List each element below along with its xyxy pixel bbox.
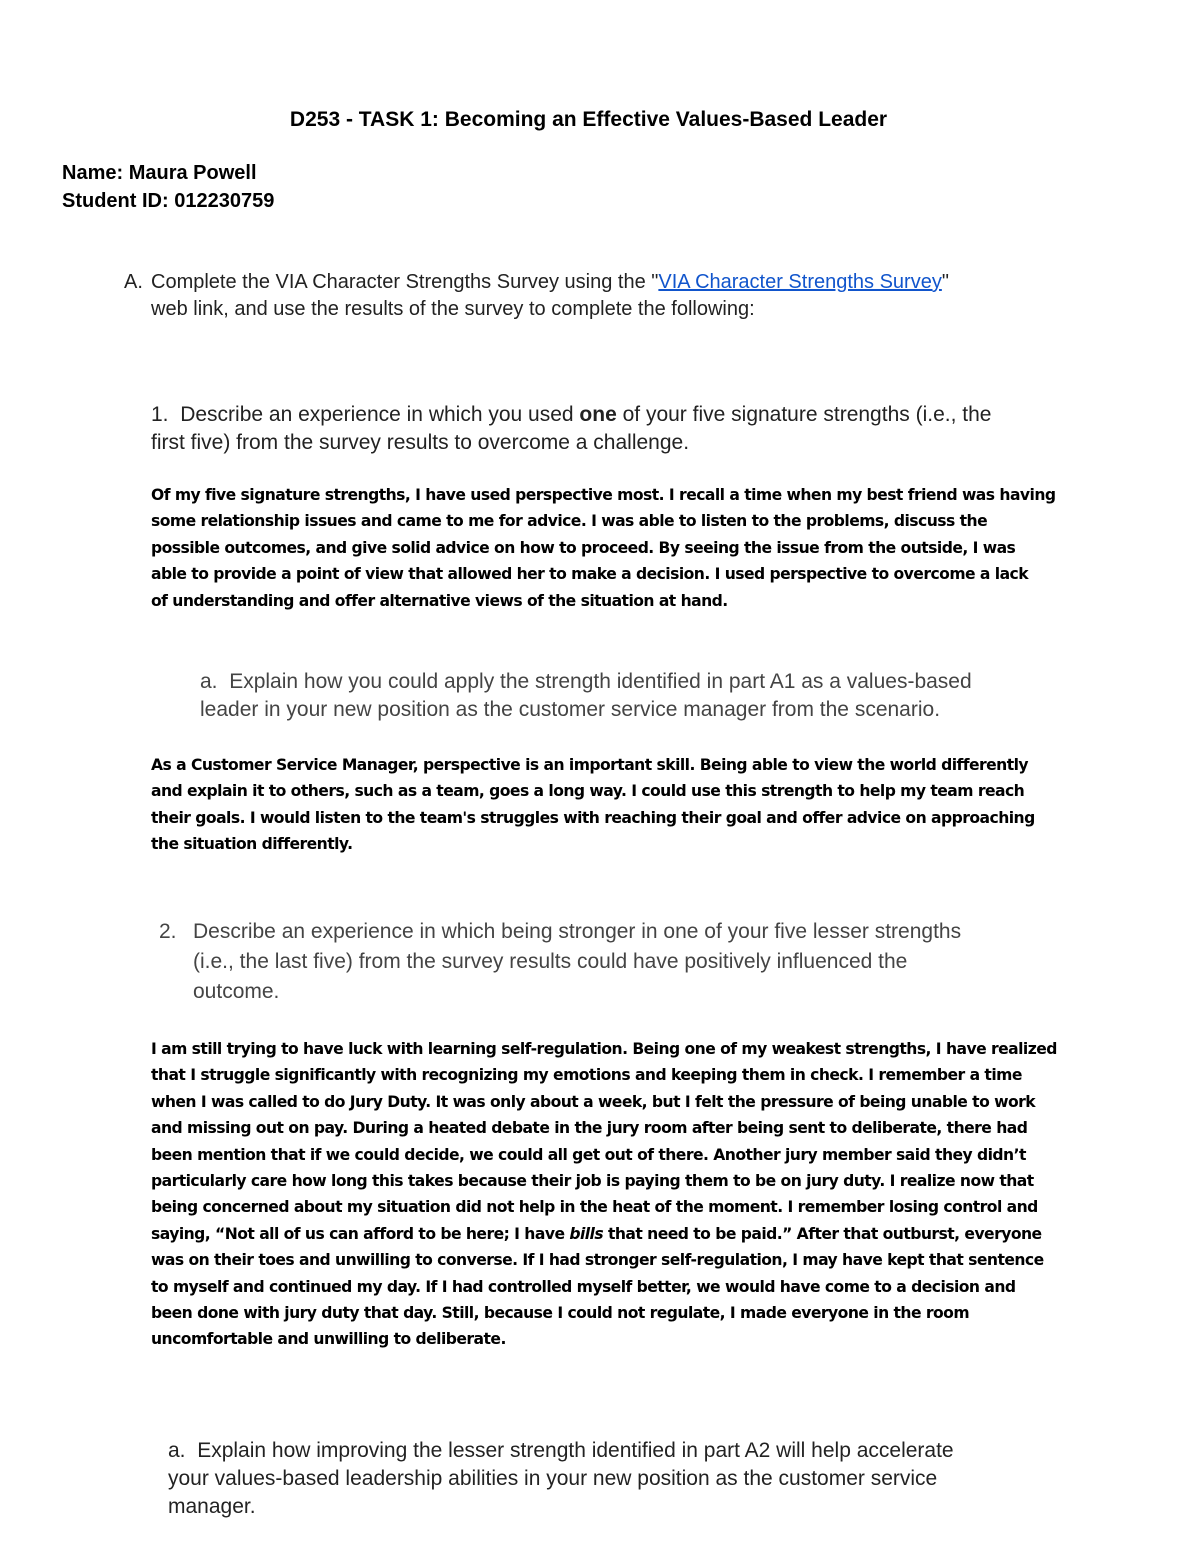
- answer-2: [151, 1036, 1057, 1353]
- student-name: Name: Maura Powell: [62, 162, 257, 184]
- question-2a: [168, 1437, 1168, 1521]
- section-a-prompt: [124, 269, 1124, 323]
- question-1: [151, 401, 1151, 457]
- answer-2-line8-start: saying, “Not all of us can afford to be here; I have: [151, 1224, 570, 1243]
- question-1a-marker: a.: [200, 670, 218, 693]
- answer-2-line: and missing out on pay. During a heated debate in the jury room after being sent to deliberate, there had: [151, 1119, 1028, 1138]
- answer-2-line: when I was called to do Jury Duty. It was only about a week, but I felt the pressure of being unable to work: [151, 1092, 1036, 1111]
- question-2-line3: outcome.: [193, 980, 280, 1003]
- section-a-text-end: ": [941, 271, 949, 293]
- question-2a-line2: your values-based leadership abilities in your new position as the customer service: [168, 1467, 938, 1490]
- answer-2-line: was on their toes and unwilling to converse. If I had stronger self-regulation, I may have kept that sentence: [151, 1251, 1044, 1270]
- question-1-marker: 1.: [151, 403, 169, 426]
- answer-1-line: able to provide a point of view that allowed her to make a decision. I used perspective to overcome a lack: [151, 565, 1029, 584]
- answer-1-line: of understanding and offer alternative views of the situation at hand.: [151, 591, 728, 610]
- student-id: Student ID: 012230759: [62, 190, 275, 212]
- answer-2-line-with-italic: [151, 1221, 1057, 1247]
- question-1a: [200, 668, 1150, 724]
- answer-1-line: some relationship issues and came to me for advice. I was able to listen to the problems, discuss the: [151, 512, 988, 531]
- answer-2-italic-word: bills: [569, 1224, 604, 1243]
- question-1-suffix: of your five signature strengths (i.e., the: [616, 403, 992, 426]
- answer-2-line: uncomfortable and unwilling to deliberate.: [151, 1330, 506, 1349]
- question-1-bold-word: one: [579, 403, 617, 426]
- answer-2-line: been done with jury duty that day. Still, because I could not regulate, I made everyone in the room: [151, 1303, 970, 1322]
- section-a-marker: A.: [124, 271, 143, 293]
- question-1-prefix: Describe an experience in which you used: [180, 403, 580, 426]
- section-a-text-start: Complete the VIA Character Strengths Survey using the ": [151, 271, 659, 293]
- answer-1a: [151, 752, 1035, 858]
- answer-1a-line: their goals. I would listen to the team's struggles with reaching their goal and offer advice on approaching: [151, 808, 1035, 827]
- question-2-line2: (i.e., the last five) from the survey results could have positively influenced the: [193, 950, 908, 973]
- answer-2-line: being concerned about my situation did not help in the heat of the moment. I remember losing control and: [151, 1198, 1038, 1217]
- question-1-line2: first five) from the survey results to overcome a challenge.: [151, 431, 690, 454]
- answer-1a-line: the situation differently.: [151, 835, 353, 854]
- document-title: D253 - TASK 1: Becoming an Effective Values-Based Leader: [289, 108, 888, 131]
- answer-2-line: particularly care how long this takes because their job is paying them to be on jury duty. I realize now that: [151, 1171, 1034, 1190]
- question-2-marker: 2.: [159, 920, 177, 943]
- question-2a-line3: manager.: [168, 1495, 256, 1518]
- answer-2-line: that I struggle significantly with recognizing my emotions and keeping them in check. I remember a time: [151, 1066, 1022, 1085]
- question-1a-line1: Explain how you could apply the strength identified in part A1 as a values-based: [229, 670, 972, 693]
- answer-1-line: possible outcomes, and give solid advice on how to proceed. By seeing the issue from the outside, I was: [151, 538, 1016, 557]
- question-2a-line1: Explain how improving the lesser strength identified in part A2 will help accelerate: [197, 1439, 954, 1462]
- question-2a-marker: a.: [168, 1439, 186, 1462]
- answer-2-line8-end: that need to be paid.” After that outburst, everyone: [603, 1224, 1042, 1243]
- question-2: [159, 917, 1159, 1007]
- via-survey-link[interactable]: VIA Character Strengths Survey: [658, 271, 942, 293]
- answer-1: [151, 482, 1056, 614]
- question-2-line1: Describe an experience in which being stronger in one of your five lesser strengths: [193, 920, 962, 943]
- answer-1a-line: and explain it to others, such as a team, goes a long way. I could use this strength to help my team reach: [151, 782, 1025, 801]
- answer-2-line: to myself and continued my day. If I had controlled myself better, we would have come to a decision and: [151, 1277, 1016, 1296]
- answer-2-line: been mention that if we could decide, we could all get out of there. Another jury member said they didn’t: [151, 1145, 1026, 1164]
- answer-2-line: I am still trying to have luck with learning self-regulation. Being one of my weakest strengths, I have realized: [151, 1040, 1057, 1058]
- answer-1-line: Of my five signature strengths, I have used perspective most. I recall a time when my best friend was having: [151, 486, 1056, 504]
- question-1a-line2: leader in your new position as the customer service manager from the scenario.: [200, 698, 941, 721]
- answer-1a-line: As a Customer Service Manager, perspective is an important skill. Being able to view the world differently: [151, 756, 1029, 774]
- section-a-line2: web link, and use the results of the survey to complete the following:: [151, 298, 755, 320]
